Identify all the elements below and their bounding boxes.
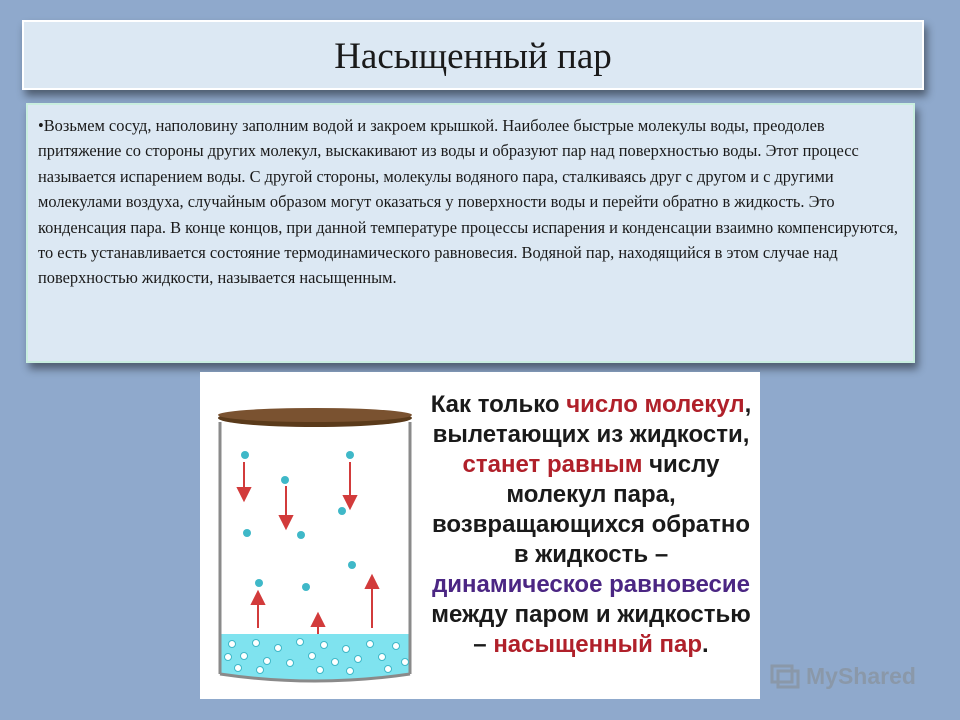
- vapor-molecules: [241, 451, 356, 591]
- caption-part: Как только: [430, 391, 567, 418]
- caption-part: , вылетающих из жидкости,: [432, 391, 752, 448]
- figure-panel: [200, 372, 760, 699]
- caption-highlight: станет равным: [462, 451, 643, 478]
- watermark: [770, 656, 916, 696]
- title-box: [22, 20, 924, 90]
- caption-part: .: [702, 631, 709, 658]
- caption-part: между паром и жидкостью –: [431, 601, 751, 658]
- vessel-illustration: [200, 372, 430, 699]
- watermark-logo-icon: [770, 662, 800, 690]
- body-paragraph: •Возьмем сосуд, наполовину заполним водой и закроем крышкой. Наиболее быстрые молекулы воды, преодолев притяжение со стороны других молекул, выскакивают из воды и образуют пар над поверхностью воды. Этот процесс называется испарением воды. С другой стороны, молекулы водяного пара, сталкиваясь друг с другом и с другими молекулами воздуха, случайным образом могут оказаться у поверхности воды и перейти обратно в жидкость. Это конденсация пара. В конце концов, при данной температуре процессы испарения и конденсации взаимно компенсируются, то есть устанавливается состояние термодинамического равновесия. Водяной пар, находящийся в этом случае над поверхностью жидкости, называется насыщенным.: [38, 116, 899, 288]
- caption-term: динамическое равновесие: [432, 571, 750, 598]
- caption-highlight: насыщенный пар: [493, 631, 703, 658]
- slide-title: Насыщенный пар: [334, 36, 612, 77]
- caption-text: [428, 390, 754, 660]
- caption-highlight: число молекул: [566, 391, 745, 418]
- arrows: [238, 462, 378, 634]
- lid-top: [218, 408, 412, 422]
- body-text-box: [26, 103, 915, 363]
- caption-part: числу молекул пара, возвращающихся обратно в жидкость –: [431, 451, 751, 568]
- watermark-text: MyShared: [806, 662, 916, 689]
